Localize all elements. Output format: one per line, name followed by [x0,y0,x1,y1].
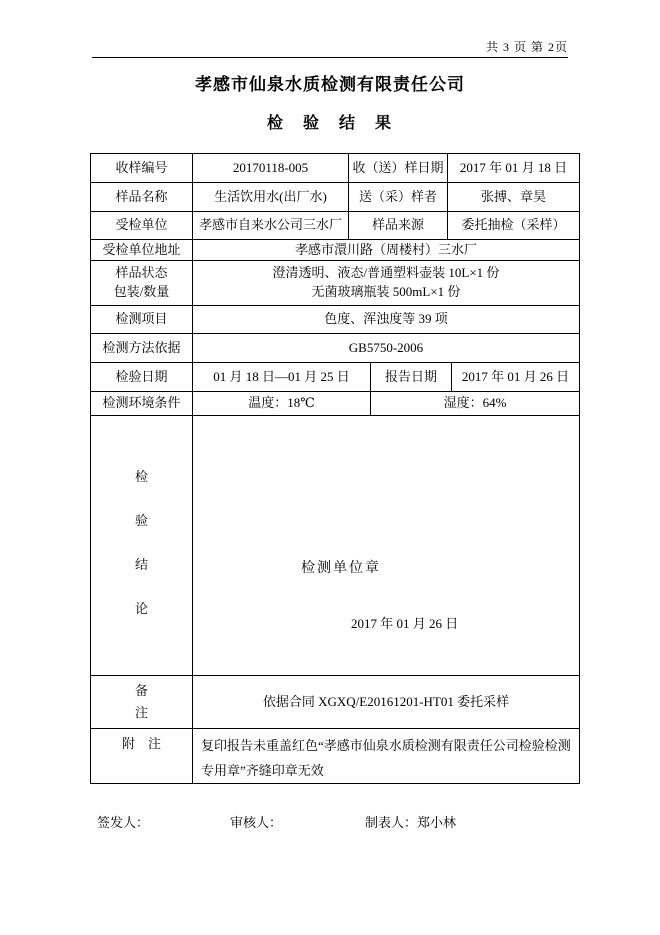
table-row-sample-state [91,261,579,306]
remark-label [91,676,193,728]
table-row-inspected-unit [91,212,579,240]
inspected-unit-label: 受检单位 [91,212,193,239]
sample-number-value: 20170118-005 [193,154,349,182]
table-row-test-items [91,306,579,334]
test-method-value: GB5750-2006 [348,339,424,355]
address-label: 受检单位地址 [91,240,193,260]
reviewer-label: 审核人： [230,815,283,830]
environment-label: 检测环境条件 [91,392,193,415]
note-value: 复印报告未重盖红色“孝感市仙泉水质检测有限责任公司检验检测专用章”齐缝印章无效 [201,738,571,778]
sample-number-label: 收样编号 [91,154,193,182]
note-label: 附 注 [91,729,193,783]
sample-name-label: 样品名称 [91,183,193,211]
report-date-value: 2017 年 01 月 26 日 [461,368,570,384]
table-row-remark [91,676,579,729]
conclusion-label-char2: 验 [134,513,148,529]
sample-state-label-line2: 包装/数量 [113,284,170,300]
table-row-address [91,240,579,261]
sample-state-label [91,261,193,305]
conclusion-body [193,416,579,675]
address-value: 孝感市澴川路（周楼村）三水厂 [294,241,477,257]
sample-state-value [193,261,579,305]
sample-name-value: 生活饮用水(出厂水) [193,183,349,211]
unit-seal-placeholder: 检测单位章 [301,561,381,576]
remark-label-line2: 注 [134,704,148,720]
inspection-result-table [90,153,580,784]
sample-source-label: 样品来源 [349,212,448,239]
table-row-conclusion [91,416,579,676]
conclusion-label-char1: 检 [134,469,148,485]
company-title: 孝感市仙泉水质检测有限责任公司 [195,75,465,94]
table-row-environment [91,392,579,416]
sample-source-value: 委托抽检（采样） [461,217,566,233]
sampler-value: 张搏、章昊 [480,188,546,204]
receive-date-value: 2017 年 01 月 18 日 [459,159,568,175]
test-date-label: 检验日期 [91,363,193,391]
report-date-label: 报告日期 [371,363,452,391]
test-items-label: 检测项目 [91,306,193,333]
remark-value: 依据合同 XGXQ/E20161201-HT01 委托采样 [262,693,510,709]
test-method-label: 检测方法依据 [91,334,193,362]
inspected-unit-value: 孝感市自来水公司三水厂 [193,212,349,239]
preparer-label: 制表人：郑小林 [365,815,457,830]
table-row-note [91,729,579,783]
test-items-value: 色度、浑浊度等 39 项 [324,311,448,327]
sample-state-value-line1: 澄清透明、液态/普通塑料壶装 10L×1 份 [272,265,500,281]
table-row-sample-name [91,183,579,212]
receive-date-label: 收（送）样日期 [349,154,448,182]
page-indicator: 共 3 页 第 2页 [485,40,568,54]
issuer-label: 签发人： [97,815,150,830]
sample-state-label-line1: 样品状态 [115,265,168,281]
header-divider-line [92,57,568,58]
conclusion-date: 2017 年 01 月 26 日 [351,616,459,631]
humidity-value: 湿度：64% [443,395,507,411]
report-title: 检 验 结 果 [266,115,393,132]
table-row-test-method [91,334,579,363]
sample-state-value-line2: 无菌玻璃瓶装 500mL×1 份 [311,284,461,300]
table-row-test-date [91,363,579,392]
conclusion-label-char3: 结 [134,557,148,573]
remark-label-line1: 备 [134,682,148,698]
temperature-value: 温度：18℃ [193,392,371,415]
conclusion-label-char4: 论 [134,600,148,616]
table-row-sample-number [91,154,579,183]
sampler-label: 送（采）样者 [349,183,448,211]
test-date-value: 01 月 18 日—01 月 25 日 [193,363,371,391]
conclusion-label [91,416,193,675]
